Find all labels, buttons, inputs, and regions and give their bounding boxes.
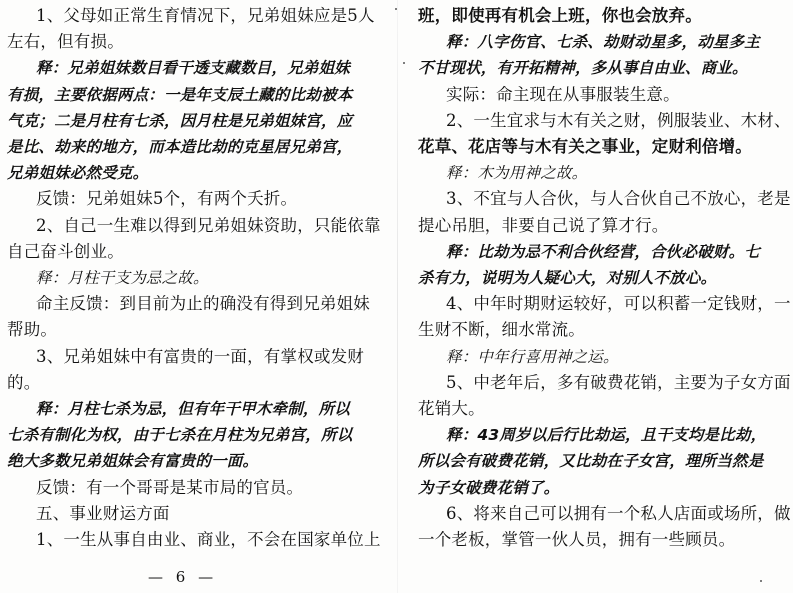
text-line: 五、事业财运方面	[36, 503, 170, 523]
text-line: 花销大。	[418, 399, 485, 418]
text-line: 所以会有破费花销，又比劫在子女宫，理所当然是	[418, 452, 764, 471]
text-line: 反馈：有一个哥哥是某市局的官员。	[36, 477, 304, 497]
text-line: 生财不断，细水常流。	[418, 320, 585, 340]
text-line: 帮助。	[7, 320, 58, 340]
text-line: 释：八字伤官、七杀、劫财动星多，动星多主	[446, 33, 761, 52]
right-column	[398, 0, 793, 593]
text-line: 气克；二是月柱有七杀，因月柱是兄弟姐妹宫，应	[7, 111, 353, 130]
page-number: — 6 —	[148, 568, 218, 586]
text-line: 左右，但有损。	[7, 32, 124, 52]
text-line: 2、自己一生难以得到兄弟姐妹资助，只能依靠	[36, 215, 381, 235]
text-line: 反馈：兄弟姐妹5个，有两个夭折。	[36, 189, 298, 209]
text-line: 释：兄弟姐妹数目看干透支藏数目，兄弟姐妹	[36, 59, 351, 78]
text-line: 释：43周岁以后行比劫运，且干支均是比劫，	[446, 426, 767, 445]
text-line: 释：月柱七杀为忌，但有年干甲木牵制，所以	[36, 400, 351, 418]
text-line: 班，即使再有机会上班，你也会放弃。	[418, 6, 702, 25]
text-line: 提心吊胆，非要自己说了算才行。	[418, 215, 669, 235]
text-line: 3、不宜与人合伙，与人合伙自己不放心，老是	[446, 189, 791, 209]
text-line: 释：木为用神之故。	[446, 164, 588, 183]
text-line: 释：月柱干支为忌之故。	[36, 269, 209, 287]
text-line: 花草、花店等与木有关之事业，定财利倍增。	[418, 137, 752, 156]
text-line: 为子女破费花销了。	[418, 478, 560, 497]
text-line: 3、兄弟姐妹中有富贵的一面，有掌权或发财	[36, 346, 364, 366]
text-line: 1、一生从事自由业、商业，不会在国家单位上	[36, 530, 381, 549]
text-line: 1、父母如正常生育情况下，兄弟姐妹应是5人	[36, 6, 375, 25]
text-line: 6、将来自己可以拥有一个私人店面或场所，做	[446, 503, 791, 523]
scan-speck	[403, 62, 405, 64]
text-line: 实际：命主现在从事服装生意。	[446, 84, 680, 104]
text-line: 的。	[7, 372, 41, 392]
text-line: 自己奋斗创业。	[7, 241, 124, 261]
text-line: 是比、劫来的地方，而本造比劫的克星居兄弟宫，	[7, 138, 353, 156]
text-line: 5、中老年后，多有破费花销，主要为子女方面	[446, 372, 791, 392]
text-line: 命主反馈：到目前为止的确没有得到兄弟姐妹	[36, 294, 370, 314]
text-line: 一个老板，掌管一伙人员，拥有一些顾员。	[418, 530, 736, 549]
text-line: 绝大多数兄弟姐妹会有富贵的一面。	[7, 452, 259, 471]
scan-speck	[395, 8, 397, 10]
text-line: 七杀有制化为权，由于七杀在月柱为兄弟宫，所以	[7, 426, 353, 445]
text-line: 4、中年时期财运较好，可以积蓄一定钱财，一	[446, 294, 791, 314]
scan-speck	[760, 580, 762, 582]
text-line: 有损，主要依据两点：一是年支辰土藏的比劫被本	[7, 85, 353, 104]
text-line: 释：比劫为忌不利合伙经营，合伙必破财。七	[446, 242, 761, 261]
text-line: 杀有力，说明为人疑心大，对别人不放心。	[418, 269, 717, 287]
text-line: 释：中年行喜用神之运。	[446, 347, 619, 366]
text-line: 不甘现状，有开拓精神，多从事自由业、商业。	[418, 59, 748, 78]
text-line: 2、一生宜求与木有关之财，例服装业、木材、	[446, 110, 791, 130]
text-line: 兄弟姐妹必然受克。	[7, 164, 149, 183]
